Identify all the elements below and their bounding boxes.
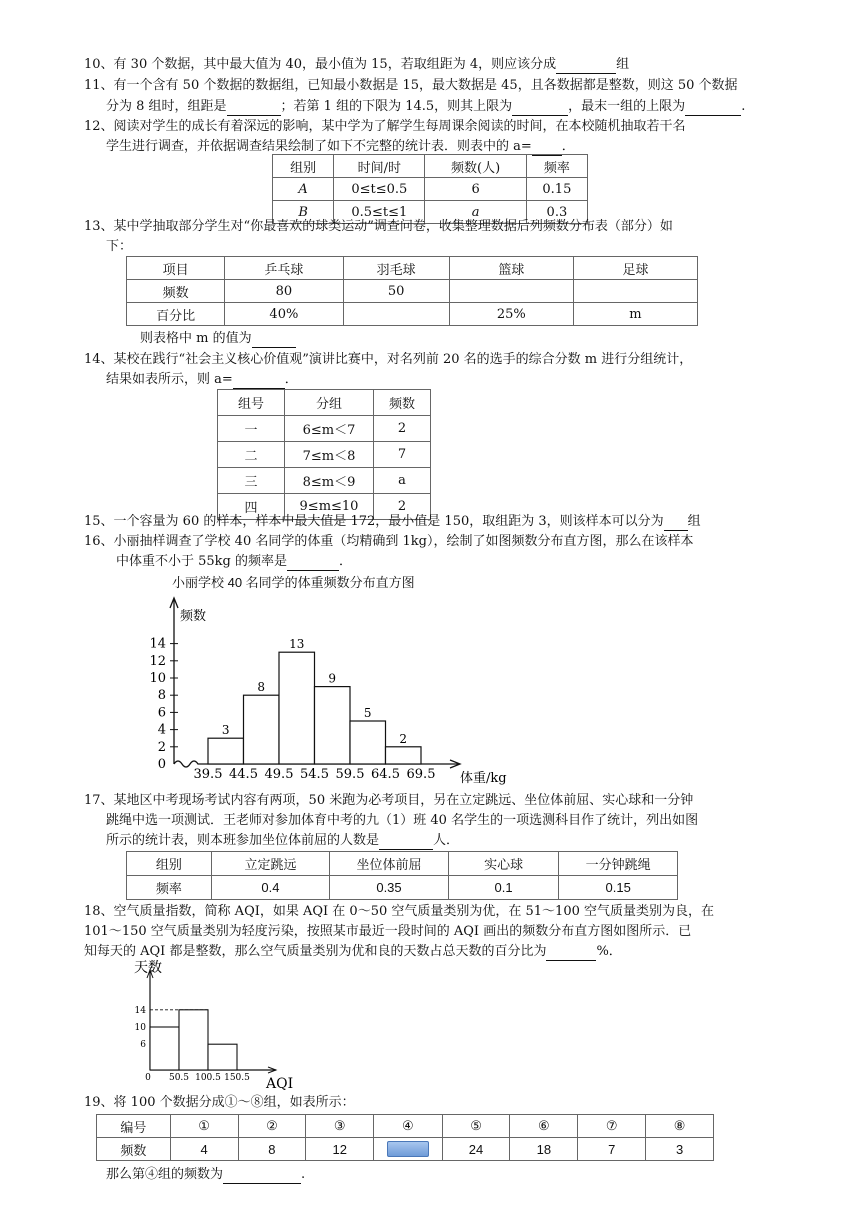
x-tick-label: 44.5 xyxy=(229,767,258,782)
q11-line1: 11、有一个含有 50 个数据的数据组，已知最小数据是 15，最大数据是 45，且各数据都是整数，则这 50 个数据 xyxy=(84,78,738,93)
y-tick-label: 6 xyxy=(157,705,166,721)
q14-line2: 结果如表所示，则 a= ． xyxy=(106,372,298,387)
histogram-title: 小丽学校 40 名同学的体重频数分布直方图 xyxy=(172,575,415,590)
x-tick-label: 49.5 xyxy=(264,767,294,782)
q13-after: 则表格中 m 的值为 xyxy=(140,330,296,348)
q17-table: 组别 立定跳远 坐位体前屈 实心球 一分钟跳绳 频率 0.4 0.35 0.1 0.15 xyxy=(126,851,678,900)
answer-blank[interactable] xyxy=(252,334,296,348)
x-tick-label: 39.5 xyxy=(193,767,223,782)
q13-line2: 下： xyxy=(106,239,133,254)
y-tick-label: 0 xyxy=(157,757,166,772)
y-tick-label: 10 xyxy=(134,1023,146,1033)
q17-line2: 跳绳中选一项测试．王老师对参加体育中考的九（1）班 40 名学生的一项选测科目作了统计，列出如图 xyxy=(106,813,699,828)
bar-data-label: 2 xyxy=(399,731,408,746)
y-tick-label: 2 xyxy=(157,739,166,755)
answer-blank[interactable] xyxy=(287,557,339,571)
y-tick-label: 14 xyxy=(134,1005,146,1016)
y-axis-label: 天数 xyxy=(134,960,162,976)
q17-line1: 17、某地区中考现场考试内容有两项，50 米跑为必考项目，另在立定跳远、坐位体前屈、实心球和一分钟 xyxy=(84,793,694,808)
histogram-bar xyxy=(350,721,386,764)
q19-line1: 19、将 100 个数据分成①～⑧组，如表所示： xyxy=(84,1095,355,1110)
histogram-bar xyxy=(208,738,244,764)
histogram-bar xyxy=(179,1010,208,1070)
answer-blank[interactable] xyxy=(546,947,596,961)
q12-line2: 学生进行调查，并依据调查结果绘制了如下不完整的统计表．则表中的 a= ． xyxy=(106,139,575,154)
histogram-bar xyxy=(386,747,422,764)
q18-line1: 18、空气质量指数，简称 AQI，如果 AQI 在 0～50 空气质量类别为优，在 51～100 空气质量类别为良，在 xyxy=(84,904,714,919)
answer-blank[interactable] xyxy=(556,60,616,74)
bar-data-label: 3 xyxy=(221,723,230,738)
q14-table: 组号 分组 频数 一 6≤m＜7 2 二 7≤m＜8 7 三 8≤m＜9 a 四 9≤m≤10 2 xyxy=(217,389,431,520)
x-tick-label: 59.5 xyxy=(335,767,365,782)
redacted-cell xyxy=(374,1138,442,1161)
q19-table: 编号 ① ② ③ ④ ⑤ ⑥ ⑦ ⑧ 频数 4 8 12 24 18 7 3 xyxy=(96,1114,714,1161)
x-tick-label: 64.5 xyxy=(371,767,400,782)
y-tick-label: 4 xyxy=(157,722,166,738)
bar-data-label: 9 xyxy=(328,671,337,686)
q19-after: 那么第④组的频数为 . xyxy=(106,1167,306,1182)
answer-blank[interactable] xyxy=(512,102,568,116)
bar-data-label: 8 xyxy=(257,680,266,695)
weight-histogram xyxy=(140,590,507,790)
x-tick-label: 100.5 xyxy=(195,1073,221,1083)
q14-line1: 14、某校在践行“社会主义核心价值观”演讲比赛中，对名列前 20 名的选手的综合分数 m 进行分组统计， xyxy=(84,352,693,367)
q16-line2: 中体重不小于 55kg 的频率是 ． xyxy=(116,554,353,569)
histogram-bar xyxy=(279,652,315,764)
answer-blank[interactable] xyxy=(379,836,433,850)
histogram-bar xyxy=(208,1044,237,1070)
histogram-bar xyxy=(150,1027,179,1070)
histogram-bar xyxy=(315,687,351,764)
q12-table: 组别 时间/时 频数(人) 频率 A 0≤t≤0.5 6 0.15 B 0.5≤t≤1 a 0.3 xyxy=(272,154,588,224)
aqi-histogram xyxy=(126,958,306,1090)
x-tick-label: 50.5 xyxy=(168,1073,190,1083)
answer-blank[interactable] xyxy=(227,102,281,116)
answer-blank[interactable] xyxy=(664,517,688,531)
q17-line3: 所示的统计表，则本班参加坐位体前屈的人数是 人． xyxy=(106,833,460,848)
y-tick-label: 6 xyxy=(140,1040,146,1051)
histogram-bar xyxy=(244,695,280,764)
answer-blank[interactable] xyxy=(233,375,285,389)
q13-line1: 13、某中学抽取部分学生对“你最喜欢的球类运动”调查问卷，收集整理数据后列频数分布表（部分）如 xyxy=(84,219,673,234)
q16-line1: 16、小丽抽样调查了学校 40 名同学的体重（均精确到 1kg），绘制了如图频数分布直方图，那么在该样本 xyxy=(84,534,694,549)
y-tick-label: 14 xyxy=(149,636,166,652)
q18-line3: 知每天的 AQI 都是整数，那么空气质量类别为优和良的天数占总天数的百分比为 %． xyxy=(84,944,622,959)
q18-line2: 101～150 空气质量类别为轻度污染，按照某市最近一段时间的 AQI 画出的频数分布直方图如图所示．已 xyxy=(84,924,692,939)
y-tick-label: 8 xyxy=(157,688,166,704)
answer-blank[interactable] xyxy=(685,102,741,116)
y-tick-label: 12 xyxy=(149,653,166,669)
x-axis-label: 体重/kg xyxy=(460,771,507,786)
y-axis-label: 频数 xyxy=(180,609,207,624)
q12-line1: 12、阅读对学生的成长有着深远的影响，某中学为了解学生每周课余阅读的时间，在本校随机抽取若干名 xyxy=(84,119,686,134)
bar-data-label: 13 xyxy=(289,637,305,652)
q15: 15、一个容量为 60 的样本，样本中最大值是 172，最小值是 150，取组距为 3，则该样本可以分为 组 xyxy=(84,514,701,529)
y-tick-label: 10 xyxy=(149,671,166,686)
q10: 10、有 30 个数据，其中最大值为 40，最小值为 15，若取组距为 4，则应该分成 组 xyxy=(84,57,630,72)
q13-table: 项目 乒乓球 羽毛球 篮球 足球 频数 80 50 百分比 40% 25% m xyxy=(126,256,698,326)
x-axis-label: AQI xyxy=(266,1076,294,1092)
q11-line2: 分为 8 组时，组距是 ；若第 1 组的下限为 14.5，则其上限为 ，最末一组的上限为 . xyxy=(106,99,746,114)
x-tick-label: 54.5 xyxy=(300,767,329,782)
x-tick-label: 69.5 xyxy=(406,767,436,782)
bar-data-label: 5 xyxy=(363,706,372,720)
redaction-block xyxy=(387,1141,429,1157)
x-tick-label: 0 xyxy=(145,1073,151,1083)
answer-blank[interactable] xyxy=(223,1170,301,1184)
x-tick-label: 150.5 xyxy=(224,1073,250,1083)
